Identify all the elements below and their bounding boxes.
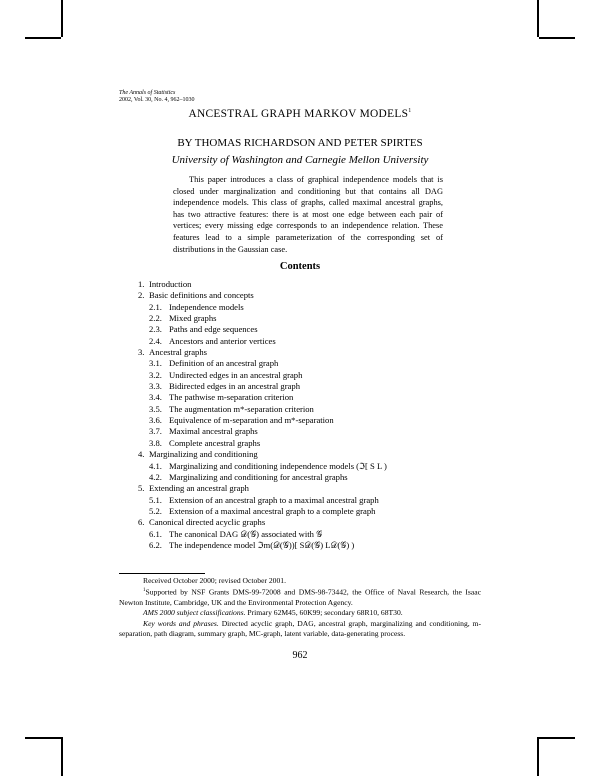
toc-entry [138, 392, 387, 403]
toc-entry-number: 3.8. [149, 437, 162, 448]
toc-entry-label: Marginalizing and conditioning [149, 449, 258, 460]
toc-entry [138, 302, 387, 313]
toc-entry [138, 404, 387, 415]
toc-entry [138, 370, 387, 381]
toc-entry-number: 3.4. [149, 392, 162, 403]
footnotes [119, 576, 481, 639]
toc-entry-label: Extension of a maximal ancestral graph to a complete graph [169, 505, 376, 516]
toc-entry [138, 506, 387, 517]
toc-entry-label: Independence models [169, 301, 244, 312]
toc-entry [138, 358, 387, 369]
toc-entry-label: Ancestral graphs [149, 347, 207, 358]
toc-entry-label: The augmentation m*-separation criterion [169, 403, 314, 414]
paper-title [0, 108, 600, 120]
toc-entry [138, 313, 387, 324]
toc-entry [138, 529, 387, 540]
toc-entry-label: Marginalizing and conditioning independence models (ℑ[ S L ) [169, 460, 387, 471]
toc-entry-number: 3.6. [149, 415, 162, 426]
toc-entry-number: 3.2. [149, 369, 162, 380]
toc-entry [138, 517, 387, 528]
toc-entry-label: Ancestors and anterior vertices [169, 335, 276, 346]
toc-entry-label: Marginalizing and conditioning for ancestral graphs [169, 471, 348, 482]
toc-entry-number: 2.3. [149, 324, 162, 335]
toc-entry-label: The independence model ℑm(𝒟(𝒢))[ S𝒟(𝒢) L𝒟(𝒢) ) [169, 539, 355, 550]
paper-affiliation: University of Washington and Carnegie Mellon University [171, 154, 429, 166]
crop-mark-bottom-right-h [539, 737, 575, 739]
toc-entry-number: 6.1. [149, 528, 162, 539]
toc-entry-label: Basic definitions and concepts [149, 290, 254, 301]
toc-entry-number: 5. [138, 483, 145, 494]
toc-entry [138, 381, 387, 392]
toc-entry-label: Definition of an ancestral graph [169, 358, 279, 369]
table-of-contents [138, 279, 387, 551]
keywords-text: Directed acyclic graph, DAG, ancestral graph, marginalizing and conditioning, m-separation, path diagram, summary graph, MC-graph, latent variable, data-generating process. [119, 618, 481, 639]
toc-entry-number: 4. [138, 449, 145, 460]
toc-entry-number: 3.3. [149, 381, 162, 392]
toc-entry [138, 483, 387, 494]
support-footnote-mark: 1 [143, 588, 146, 594]
toc-entry-number: 2. [138, 290, 145, 301]
toc-entry-label: Maximal ancestral graphs [169, 426, 258, 437]
page-number: 962 [292, 650, 308, 661]
toc-entry-number: 3.1. [149, 358, 162, 369]
toc-entry-label: Paths and edge sequences [169, 324, 258, 335]
support-note [119, 586, 481, 608]
toc-entry-label: Extension of an ancestral graph to a maximal ancestral graph [169, 494, 379, 505]
toc-entry-number: 2.4. [149, 335, 162, 346]
toc-entry-label: Canonical directed acyclic graphs [149, 517, 266, 528]
toc-entry [138, 495, 387, 506]
toc-entry [138, 472, 387, 483]
toc-entry [138, 324, 387, 335]
toc-entry-number: 4.1. [149, 460, 162, 471]
crop-mark-bottom-right-v [537, 737, 539, 776]
toc-entry-number: 5.1. [149, 494, 162, 505]
contents-heading: Contents [279, 261, 321, 272]
toc-entry [138, 461, 387, 472]
support-text: Supported by NSF Grants DMS-99-72008 and DMS-98-73442, the Office of Naval Research, the Isaac Newton Institute, Cambridge, UK and the Environmental Protection Agency. [119, 587, 481, 608]
journal-name: The Annals of Statistics [119, 90, 176, 96]
toc-entry [138, 540, 387, 551]
toc-entry [138, 336, 387, 347]
ams-text: Primary 62M45, 60K99; secondary 68R10, 68T30. [247, 608, 403, 618]
toc-entry-number: 4.2. [149, 471, 162, 482]
toc-entry [138, 438, 387, 449]
paper-title-text: ANCESTRAL GRAPH MARKOV MODELS [188, 108, 409, 120]
crop-mark-bottom-left-h [25, 737, 61, 739]
crop-mark-top-left-v [61, 0, 63, 37]
toc-entry [138, 449, 387, 460]
ams-note [119, 608, 481, 618]
crop-mark-top-left-h [25, 37, 61, 39]
received-note: Received October 2000; revised October 2001. [143, 576, 286, 585]
paper-authors: BY THOMAS RICHARDSON AND PETER SPIRTES [177, 137, 423, 149]
toc-entry-label: Equivalence of m-separation and m*-separation [169, 415, 334, 426]
toc-entry-number: 3. [138, 347, 145, 358]
crop-mark-top-right-h [539, 37, 575, 39]
toc-entry-label: Complete ancestral graphs [169, 437, 261, 448]
journal-volume: 2002, Vol. 30, No. 4, 962–1030 [119, 97, 195, 103]
toc-entry-number: 1. [138, 279, 145, 289]
toc-entry-label: The canonical DAG 𝒟(𝒢) associated with 𝒢 [169, 528, 323, 539]
keywords-note [119, 619, 481, 640]
footnote-rule [119, 573, 205, 574]
toc-entry [138, 415, 387, 426]
toc-entry-number: 3.5. [149, 403, 162, 414]
toc-entry-label: Bidirected edges in an ancestral graph [169, 381, 301, 392]
toc-entry-label: Undirected edges in an ancestral graph [169, 369, 303, 380]
toc-entry [138, 347, 387, 358]
toc-entry [138, 426, 387, 437]
toc-entry-number: 2.1. [149, 301, 162, 312]
toc-entry-number: 3.7. [149, 426, 162, 437]
toc-entry-number: 6. [138, 517, 145, 528]
toc-entry-label: Extending an ancestral graph [149, 483, 249, 494]
abstract: This paper introduces a class of graphical independence models that is closed under marginalization and conditioning but that contains all DAG independence models. This class of graphs, called maximal ancestral graphs, has two attractive features: there is at most one edge between each pair of vertices; every missing edge corresponds to an independence relation. These features lead to a simple parameterization of the corresponding set of distributions in the Gaussian case. [173, 175, 443, 254]
keywords-label: Key words and phrases. [143, 618, 219, 628]
toc-entry-label: Mixed graphs [169, 313, 217, 324]
toc-entry [138, 290, 387, 301]
ams-label: AMS 2000 subject classifications. [143, 608, 246, 618]
toc-entry [138, 279, 387, 290]
toc-entry-label: The pathwise m-separation criterion [169, 392, 294, 403]
toc-entry-label: Introduction [149, 279, 192, 289]
toc-entry-number: 6.2. [149, 539, 162, 550]
toc-entry-number: 2.2. [149, 313, 162, 324]
title-footnote-mark: 1 [408, 108, 412, 115]
crop-mark-bottom-left-v [61, 737, 63, 776]
crop-mark-top-right-v [537, 0, 539, 37]
toc-entry-number: 5.2. [149, 505, 162, 516]
journal-header [119, 90, 194, 104]
